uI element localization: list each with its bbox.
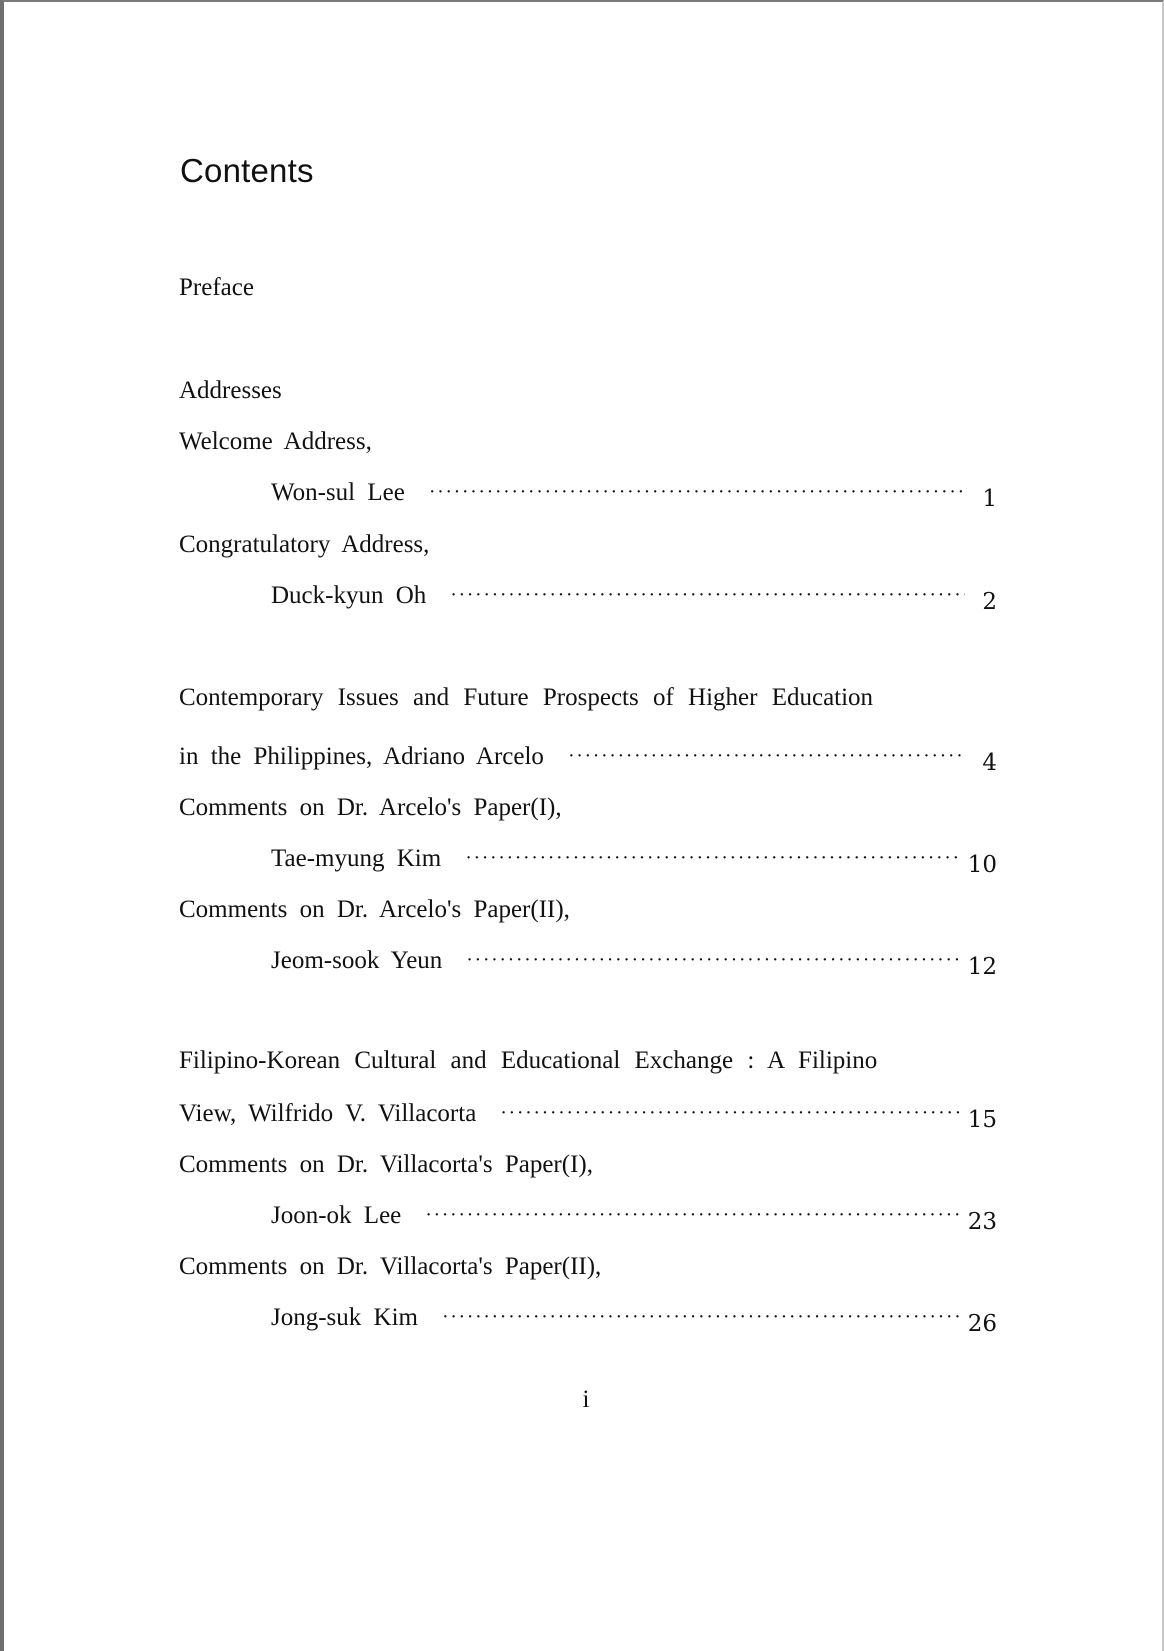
toc-entry-label: Welcome Address, <box>179 428 372 455</box>
toc-entry-title-cont: View, Wilfrido V. Villacorta <box>179 1100 477 1127</box>
dot-leader <box>429 476 965 508</box>
toc-page-number: 23 <box>967 1209 997 1235</box>
toc-entry-label: Comments on Dr. Arcelo's Paper(I), <box>179 794 562 821</box>
toc-page-number: 15 <box>967 1107 997 1133</box>
dot-leader <box>466 944 959 976</box>
toc-entry <box>271 1200 997 1233</box>
toc-page-number: 2 <box>982 589 997 615</box>
dot-leader <box>450 579 965 611</box>
toc-page-number: 4 <box>982 750 997 776</box>
dot-leader <box>568 740 965 772</box>
toc-page-number: 1 <box>982 486 997 512</box>
page-folio: i <box>582 1386 590 1413</box>
dot-leader <box>500 1097 959 1129</box>
toc-entry <box>271 945 997 978</box>
toc-paper-title: Filipino-Korean Cultural and Educational Exchange : A Filipino <box>179 1047 878 1074</box>
toc-entry-label: Congratulatory Address, <box>179 531 430 558</box>
toc-page-number: 12 <box>967 954 997 980</box>
toc-entry <box>271 1302 997 1335</box>
toc-entry-title-cont: in the Philippines, Adriano Arcelo <box>179 743 544 770</box>
toc-entry <box>271 477 997 510</box>
toc-entry-label: Comments on Dr. Villacorta's Paper(II), <box>179 1253 602 1280</box>
toc-entry-label: Comments on Dr. Arcelo's Paper(II), <box>179 896 570 923</box>
toc-entry-author: Duck-kyun Oh <box>271 582 427 609</box>
section-heading-addresses: Addresses <box>179 377 282 404</box>
dot-leader <box>465 842 960 874</box>
preface-heading: Preface <box>179 274 254 301</box>
toc-entry-label: Comments on Dr. Villacorta's Paper(I), <box>179 1151 593 1178</box>
toc-entry-author: Tae-myung Kim <box>271 845 442 872</box>
dot-leader <box>425 1199 959 1231</box>
toc-entry <box>271 580 997 613</box>
toc-entry-author: Jong-suk Kim <box>271 1304 418 1331</box>
dot-leader <box>442 1301 960 1333</box>
page-title: Contents <box>180 152 314 189</box>
toc-page-number: 26 <box>967 1311 997 1337</box>
toc-entry <box>179 741 997 774</box>
toc-entry-author: Jeom-sook Yeun <box>271 947 443 974</box>
toc-entry-author: Joon-ok Lee <box>271 1202 402 1229</box>
toc-entry-author: Won-sul Lee <box>271 479 405 506</box>
toc-paper-title: Contemporary Issues and Future Prospects of Higher Education <box>179 684 874 711</box>
toc-entry <box>271 843 997 876</box>
toc-page-number: 10 <box>967 852 997 878</box>
toc-entry <box>179 1098 997 1131</box>
